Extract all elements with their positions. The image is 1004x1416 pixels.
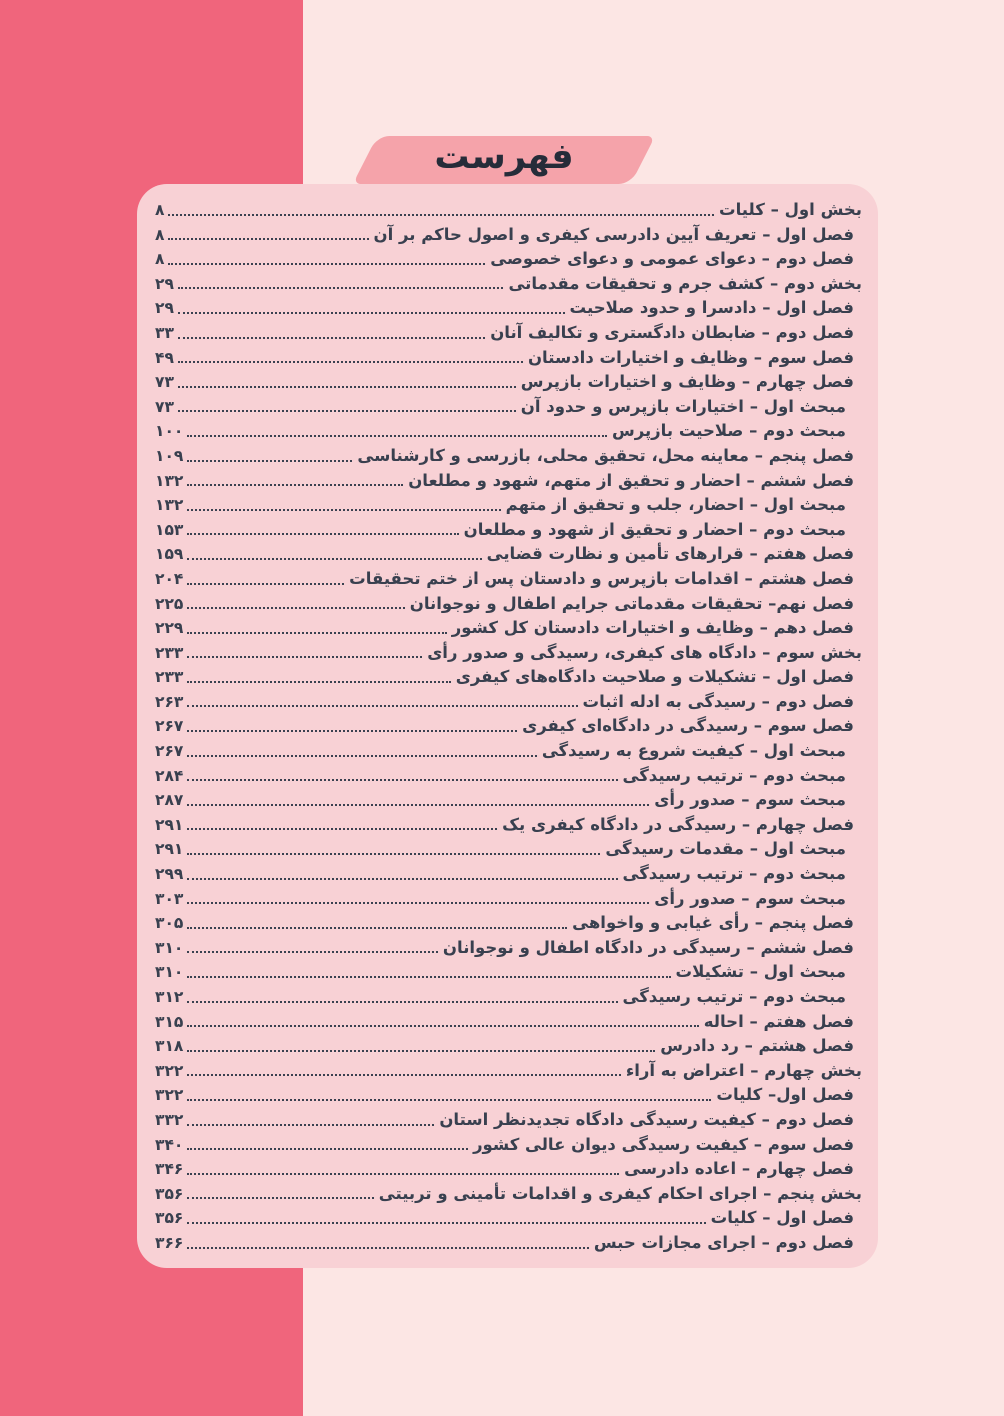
toc-entry [153,1034,864,1059]
toc-entry-title: مبحث اول – تشکیلات [675,962,846,982]
toc-leader-dots [168,263,485,265]
toc-entry [153,370,864,395]
toc-entry-page-number: ۱۳۲ [155,471,184,490]
toc-leader-dots [187,853,600,855]
toc-entry-title: مبحث دوم – صلاحیت بازپرس [611,421,846,441]
toc-entry-page-number: ۲۹۱ [155,840,184,859]
toc-leader-dots [187,681,450,683]
toc-entry-page-number: ۳۱۸ [155,1037,184,1056]
toc-leader-dots [187,705,577,707]
toc-entry [153,1231,864,1256]
toc-entry [153,936,864,961]
toc-entry [153,641,864,666]
toc-entry-page-number: ۷۳ [155,397,174,416]
toc-entry-title: فصل دوم – کیفیت رسیدگی دادگاه تجدیدنظر استان [439,1109,854,1129]
toc-entry-page-number: ۳۵۶ [155,1209,184,1228]
toc-entry-title: فصل هشتم – رد دادرس [660,1036,854,1056]
toc-entry [153,592,864,617]
toc-entry [153,469,864,494]
toc-entry-page-number: ۸ [155,225,165,244]
toc-entry-title: فصل سوم – رسیدگی در دادگاه‌ای کیفری [522,716,854,736]
toc-entry [153,985,864,1010]
toc-entry [153,1108,864,1133]
toc-entry [153,764,864,789]
toc-entry-page-number: ۷۳ [155,373,174,392]
toc-entry-page-number: ۳۱۰ [155,938,184,957]
toc-entry-title: فصل پنجم – رأی غیابی و واخواهی [572,913,854,933]
toc-entry [153,1059,864,1084]
toc-entry-page-number: ۲۹۹ [155,865,184,884]
toc-entry-title: فصل سوم – کیفیت رسیدگی دیوان عالی کشور [473,1134,854,1154]
toc-entry-page-number: ۳۱۵ [155,1012,184,1031]
toc-entry-page-number: ۲۸۴ [155,766,184,785]
toc-entry-page-number: ۸ [155,250,165,269]
toc-entry-page-number: ۱۰۰ [155,422,184,441]
toc-leader-dots [187,656,422,658]
page-header [365,136,643,184]
toc-entry-title: مبحث دوم – ترتیب رسیدگی [622,987,846,1006]
toc-entry [153,346,864,371]
toc-entry-title: فصل اول – دادسرا و حدود صلاحیت [569,298,854,318]
toc-entry [153,813,864,838]
toc-entry-title: بخش سوم – دادگاه های کیفری، رسیدگی و صدور رأی [427,642,862,662]
toc-entry [153,714,864,739]
toc-entry-page-number: ۱۳۲ [155,496,184,515]
toc-entry-title: بخش اول – کلیات [719,200,862,219]
toc-entry [153,911,864,936]
toc-entry-page-number: ۳۴۶ [155,1160,184,1179]
toc-entry-page-number: ۳۲۲ [155,1086,184,1105]
toc-entry [153,690,864,715]
toc-leader-dots [187,509,500,511]
toc-entry-title: مبحث اول – کیفیت شروع به رسیدگی [541,741,846,761]
toc-entry [153,296,864,321]
toc-leader-dots [187,632,446,634]
toc-entry [153,887,864,912]
toc-entry [153,223,864,248]
toc-entry-page-number: ۱۵۹ [155,545,184,564]
toc-entry-title: مبحث اول – اختیارات بازپرس و حدود آن [520,396,846,416]
toc-entry-title: فصل پنجم – معاینه محل، تحقیق محلی، بازرسی و کارشناسی [357,445,854,465]
toc-leader-dots [187,730,517,732]
toc-entry-page-number: ۳۰۵ [155,914,184,933]
toc-leader-dots [187,484,403,486]
toc-entry-page-number: ۲۶۷ [155,742,184,761]
toc-entry-page-number: ۳۳۲ [155,1110,184,1129]
toc-entry [153,542,864,567]
toc-entry-title: مبحث اول – احضار، جلب و تحقیق از متهم [505,495,846,515]
toc-entry [153,272,864,297]
toc-entry-title: فصل دوم – ضابطان دادگستری و تکالیف آنان [490,322,854,342]
toc-entry-title: بخش چهارم – اعتراض به آراء [625,1060,862,1080]
toc-entry-page-number: ۲۳۳ [155,668,184,687]
toc-entry [153,419,864,444]
toc-entry-title: مبحث اول – مقدمات رسیدگی [605,839,846,859]
toc-entry-page-number: ۲۸۷ [155,791,184,810]
toc-leader-dots [187,878,617,880]
toc-entry [153,1010,864,1035]
toc-leader-dots [168,238,368,240]
toc-entry [153,837,864,862]
toc-entry [153,739,864,764]
toc-entry-page-number: ۱۰۹ [155,446,184,465]
toc-entry-title: فصل دوم – دعوای عمومی و دعوای خصوصی [490,249,854,269]
toc-entry-page-number: ۴۹ [155,348,174,367]
toc-entry-title: مبحث دوم – ترتیب رسیدگی [622,864,846,884]
toc-entry-title: فصل دوم – اجرای مجازات حبس [593,1232,854,1252]
toc-leader-dots [187,902,649,904]
toc-entry-page-number: ۱۵۳ [155,520,184,539]
toc-leader-dots [187,1124,434,1126]
toc-entry-title: فصل چهارم – رسیدگی در دادگاه کیفری یک [502,814,854,834]
toc-entry-page-number: ۳۰۳ [155,889,184,908]
toc-entry [153,518,864,543]
toc-leader-dots [187,558,481,560]
toc-entry-title: فصل دوم – رسیدگی به ادله اثبات [582,691,854,711]
toc-entry [153,567,864,592]
toc-entry [153,1157,864,1182]
toc-entry-page-number: ۳۲۲ [155,1061,184,1080]
toc-entry-page-number: ۳۱۲ [155,988,184,1006]
toc-entry [153,665,864,690]
toc-leader-dots [178,312,565,314]
toc-leader-dots [187,1222,705,1224]
toc-entry [153,198,864,223]
toc-leader-dots [178,287,504,289]
toc-leader-dots [187,533,458,535]
toc-entry-page-number: ۲۲۵ [155,594,184,613]
toc-entry-page-number: ۲۲۹ [155,619,184,638]
toc-leader-dots [187,460,352,462]
toc-entry-page-number: ۲۳۳ [155,643,184,662]
toc-leader-dots [178,386,516,388]
toc-entry [153,1206,864,1231]
toc-entry-title: مبحث سوم – صدور رأی [654,888,846,908]
toc-entry-page-number: ۲۰۴ [155,569,184,588]
toc-leader-dots [187,607,404,609]
toc-entry [153,247,864,272]
toc-entry-title: بخش پنجم – اجرای احکام کیفری و اقدامات تأمینی و تربیتی [378,1183,862,1203]
toc-entry [153,788,864,813]
toc-leader-dots [187,927,567,929]
toc-entry-title: فصل اول – تشکیلات و صلاحیت دادگاه‌های کیفری [455,667,854,687]
toc-entry [153,1182,864,1207]
toc-entry-title: فصل دهم – وظایف و اختیارات دادستان کل کشور [451,618,854,638]
toc-entry-page-number: ۲۹ [155,274,174,293]
toc-entry-title: فصل هفتم – احاله [703,1011,854,1031]
toc-entry-page-number: ۳۶۶ [155,1233,184,1252]
toc-leader-dots [187,976,670,978]
toc-leader-dots [187,1148,468,1150]
toc-entry-title: فصل ششم – رسیدگی در دادگاه اطفال و نوجوانان [442,937,854,957]
toc-entry-title: فصل سوم – وظایف و اختیارات دادستان [527,347,854,367]
toc-card [137,184,878,1268]
toc-entry [153,395,864,420]
toc-leader-dots [187,583,344,585]
toc-entry [153,1133,864,1158]
toc-leader-dots [168,214,714,216]
toc-leader-dots [178,361,523,363]
toc-entry-page-number: ۳۵۶ [155,1184,184,1203]
toc-leader-dots [187,1247,588,1249]
toc-entry-title: فصل هشتم – اقدامات بازپرس و دادستان پس از ختم تحقیقات [349,568,854,588]
toc-entry-title: مبحث دوم – احضار و تحقیق از شهود و مطلعان [463,519,846,539]
toc-entry [153,960,864,985]
toc-leader-dots [178,410,516,412]
toc-leader-dots [187,1099,711,1101]
toc-leader-dots [187,1173,619,1175]
toc-leader-dots [187,779,617,781]
toc-entry-title: فصل ششم – احضار و تحقیق از متهم، شهود و مطلعان [408,470,854,490]
toc-entry [153,493,864,518]
toc-entry-page-number: ۲۹ [155,299,174,318]
toc-entry-page-number: ۲۶۳ [155,692,184,711]
toc-entry-title: مبحث سوم – صدور رأی [654,790,846,810]
toc-entry-title: فصل هفتم – قرارهای تأمین و نظارت قضایی [486,544,854,564]
toc-entry-title: مبحث دوم – ترتیب رسیدگی [622,765,846,785]
toc-leader-dots [187,828,497,830]
toc-entry-page-number: ۳۴۰ [155,1135,184,1154]
toc-leader-dots [178,337,485,339]
toc-leader-dots [187,1050,655,1052]
toc-entry-title: فصل نهم– تحقیقات مقدماتی جرایم اطفال و نوجوانان [409,593,854,613]
toc-entry [153,321,864,346]
toc-entry-page-number: ۳۳ [155,323,174,342]
toc-entry [153,444,864,469]
toc-entry-title: فصل چهارم – وظایف و اختیارات بازپرس [520,372,854,392]
toc-leader-dots [187,1074,620,1076]
toc-leader-dots [187,1197,373,1199]
toc-entry-page-number: ۸ [155,201,165,219]
toc-entry-page-number: ۲۹۱ [155,815,184,834]
toc-entry-title: فصل اول – کلیات [710,1208,854,1228]
toc-leader-dots [187,1025,698,1027]
toc-leader-dots [187,435,607,437]
toc-leader-dots [187,951,438,953]
toc-entry [153,1083,864,1108]
toc-entry-title: بخش دوم – کشف جرم و تحقیقات مقدماتی [508,273,862,293]
toc-leader-dots [187,755,536,757]
toc-entry-title: فصل اول– کلیات [716,1085,854,1105]
toc-entry [153,862,864,887]
toc-entry-page-number: ۲۶۷ [155,717,184,736]
toc-leader-dots [187,1001,617,1003]
toc-entry-title: فصل چهارم – اعاده دادرسی [624,1159,854,1179]
toc-entry [153,616,864,641]
toc-entry-page-number: ۳۱۰ [155,963,184,982]
page-title: فهرست [434,137,574,177]
toc-entry-title: فصل اول – تعریف آیین دادرسی کیفری و اصول حاکم بر آن [373,224,854,244]
toc-leader-dots [187,804,649,806]
